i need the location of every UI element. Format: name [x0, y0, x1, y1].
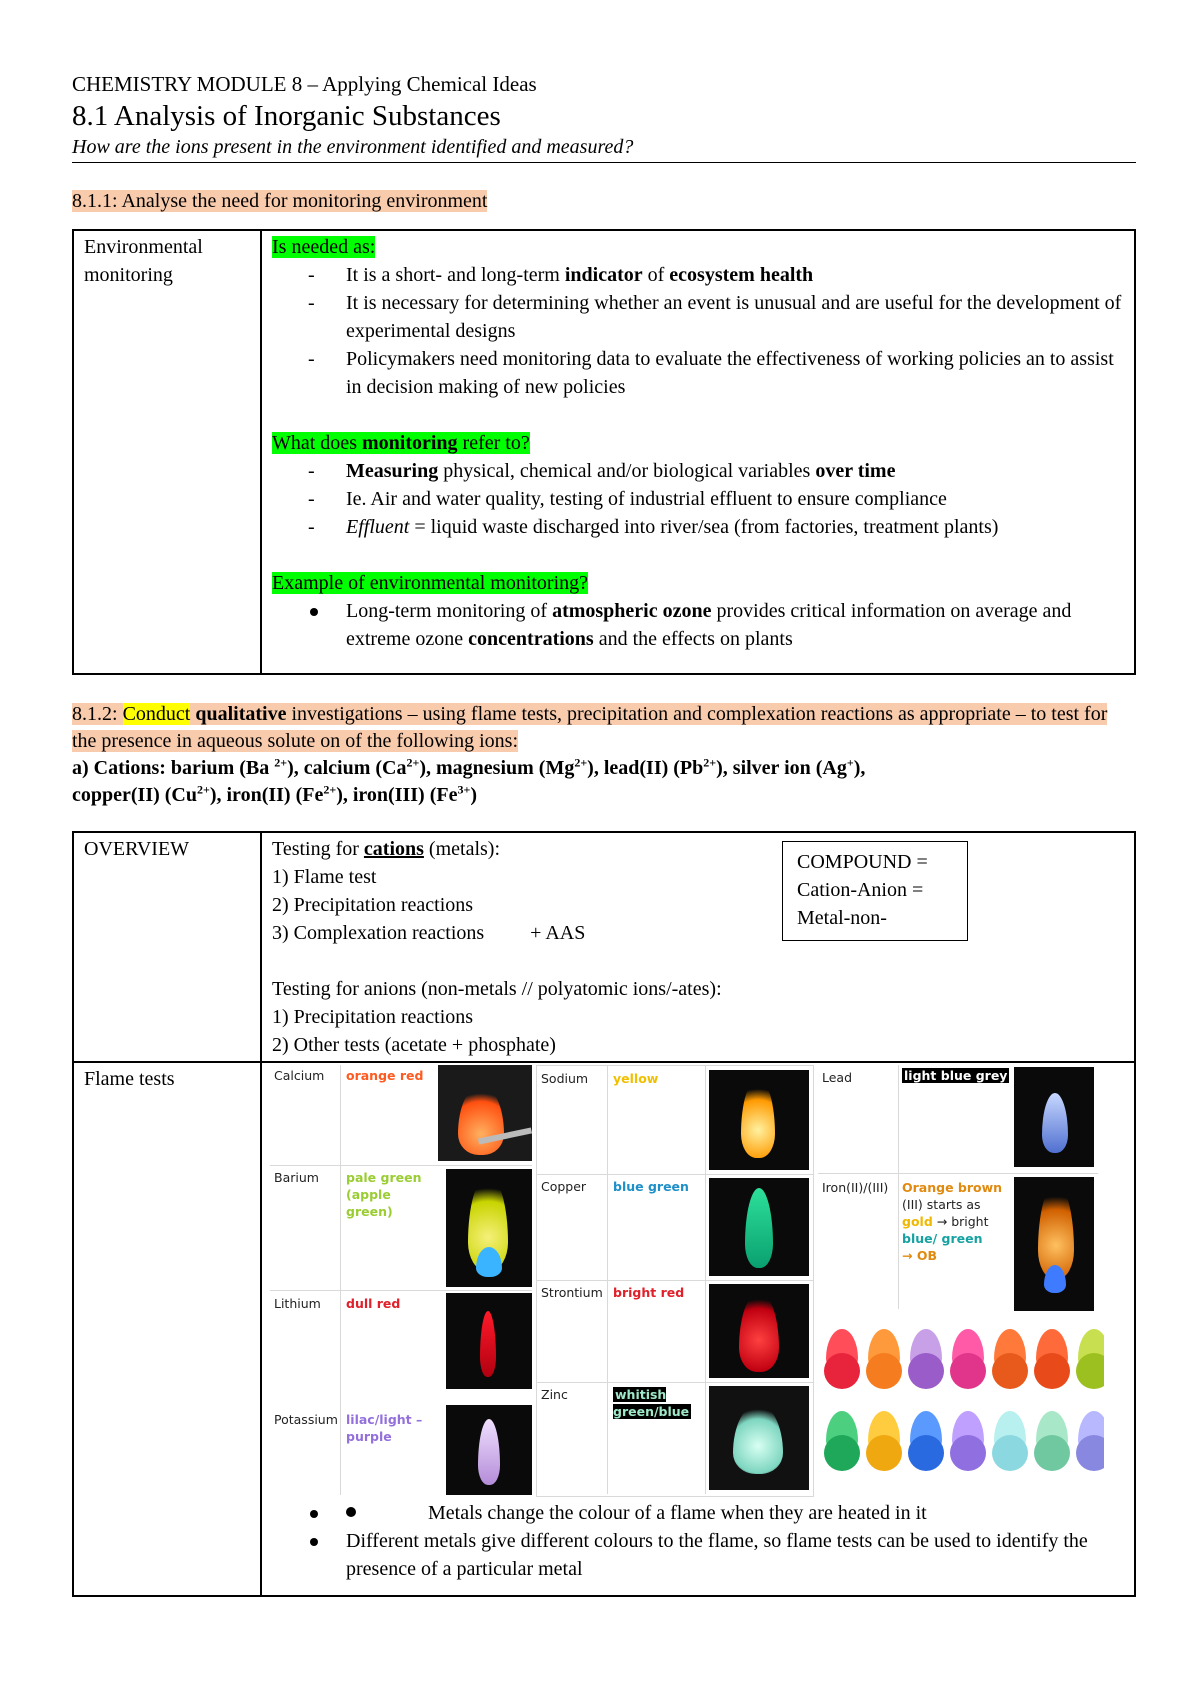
list-item: - Ie. Air and water quality, testing of industrial effluent to ensure compliance	[302, 485, 1124, 513]
flame-colour-strontium: bright red	[613, 1285, 685, 1300]
copper-flame-photo	[709, 1178, 809, 1276]
flame-colour-barium: pale green (apple green)	[346, 1170, 422, 1219]
row-label-environmental-monitoring: Environmental monitoring	[73, 230, 261, 674]
flame-chart-left	[270, 1065, 532, 1495]
needed-list	[272, 261, 1124, 401]
flame-name-iron: Iron(II)/(III)	[822, 1180, 889, 1195]
flame-colour-potassium: lilac/light – purple	[346, 1412, 423, 1444]
cations-list: a) Cations: barium (Ba $^{2+}$), calcium $(Ca^{2+})$, magnesium $(Mg^{2+})$, lead(II) $(Pb^{2+})$, silver ion (Ag+), copper(II) $(Cu^{2+})$, iron(II) $(Fe^{2+})$, iron(III) $(Fe^{3+})$	[72, 755, 866, 806]
guiding-question: How are the ions present in the environment identified and measured?	[72, 134, 1136, 163]
flame-name-lead: Lead	[822, 1070, 853, 1085]
flame-colour-circles-chart	[818, 1325, 1104, 1491]
flame-colour-zinc: whitish green/blue	[613, 1387, 690, 1419]
page-title: 8.1 Analysis of Inorganic Substances	[72, 100, 501, 132]
compound-note-box: COMPOUND = Cation-Anion = Metal-non-	[782, 841, 968, 941]
flame-name-potassium: Potassium	[274, 1412, 338, 1427]
flame-name-sodium: Sodium	[541, 1071, 589, 1086]
flame-colour-iron: Orange brown (III) starts as gold → bright blue/ green → OB	[902, 1180, 1003, 1263]
lead-flame-photo	[1014, 1067, 1094, 1167]
flame-colour-lithium: dull red	[346, 1296, 401, 1311]
cations-table	[72, 831, 1136, 1597]
iron-flame-photo	[1014, 1177, 1094, 1311]
list-item: Different metals give different colours to the flame, so flame tests can be used to identify the presence of a particular metal	[302, 1527, 1122, 1583]
potassium-flame-photo	[446, 1405, 532, 1495]
flame-colour-sodium: yellow	[613, 1071, 659, 1086]
flame-name-copper: Copper	[541, 1179, 587, 1194]
zinc-flame-photo	[709, 1386, 809, 1490]
flame-chart-right	[818, 1065, 1098, 1311]
needed-heading: Is needed as:	[272, 236, 376, 258]
flame-colour-lead: light blue grey	[904, 1068, 1008, 1083]
row-label-overview: OVERVIEW	[73, 832, 261, 1062]
overview-content: Testing for cations (metals): 1) Flame test 2) Precipitation reactions 3) Complexation reactions + AAS Testing for anions (non-metals // polyatomic ions/-ates): 1) Precipitation reactions 2) Other tests (acetate + phosphate) COMPOUND = Cation-Anion = Metal-non-	[261, 832, 1135, 1062]
sodium-flame-photo	[709, 1070, 809, 1170]
flame-bullets	[272, 1499, 1122, 1583]
flame-colour-copper: blue green	[613, 1179, 689, 1194]
document-page	[72, 70, 1136, 1597]
environmental-monitoring-content	[261, 230, 1135, 674]
flame-chart-middle	[536, 1065, 814, 1497]
section-8-1-1-heading: 8.1.1: Analyse the need for monitoring environment	[72, 190, 488, 212]
refer-list	[272, 457, 1124, 541]
list-item: - It is necessary for determining whether an event is unusual and are useful for the development of experimental designs	[302, 289, 1124, 345]
circle-row-2	[824, 1411, 1104, 1469]
flame-name-zinc: Zinc	[541, 1387, 568, 1402]
list-item: - Policymakers need monitoring data to evaluate the effectiveness of working policies an to assist in decision making of new policies	[302, 345, 1124, 401]
environmental-monitoring-table	[72, 229, 1136, 675]
circle-row-1	[824, 1329, 1104, 1387]
example-heading: Example of environmental monitoring?	[272, 572, 589, 594]
flame-tests-content	[261, 1062, 1135, 1596]
section-8-1-2-heading: 8.1.2: Conduct qualitative investigations – using flame tests, precipitation and complexation reactions as appropriate – to test for the presence in aqueous solute on of the following ions:	[72, 703, 1108, 752]
flame-name-lithium: Lithium	[274, 1296, 321, 1311]
list-item: - It is a short- and long-term indicator of ecosystem health	[302, 261, 1124, 289]
strontium-flame-photo	[709, 1284, 809, 1378]
flame-name-calcium: Calcium	[274, 1068, 325, 1083]
list-item: - Measuring physical, chemical and/or biological variables over time	[302, 457, 1124, 485]
row-label-flame-tests: Flame tests	[73, 1062, 261, 1596]
flame-name-strontium: Strontium	[541, 1285, 603, 1300]
module-title: CHEMISTRY MODULE 8 – Applying Chemical Ideas	[72, 72, 537, 96]
calcium-flame-photo	[438, 1065, 532, 1161]
example-list	[272, 597, 1124, 653]
list-item: Long-term monitoring of atmospheric ozone provides critical information on average and extreme ozone concentrations and the effects on plants	[302, 597, 1124, 653]
flame-name-barium: Barium	[274, 1170, 319, 1185]
lithium-flame-photo	[446, 1293, 532, 1389]
flame-colour-calcium: orange red	[346, 1068, 424, 1083]
refer-heading: What does monitoring refer to?	[272, 432, 530, 454]
list-item: Metals change the colour of a flame when they are heated in it	[302, 1499, 1122, 1527]
barium-flame-photo	[446, 1169, 532, 1287]
list-item: - Effluent = liquid waste discharged into river/sea (from factories, treatment plants)	[302, 513, 1124, 541]
